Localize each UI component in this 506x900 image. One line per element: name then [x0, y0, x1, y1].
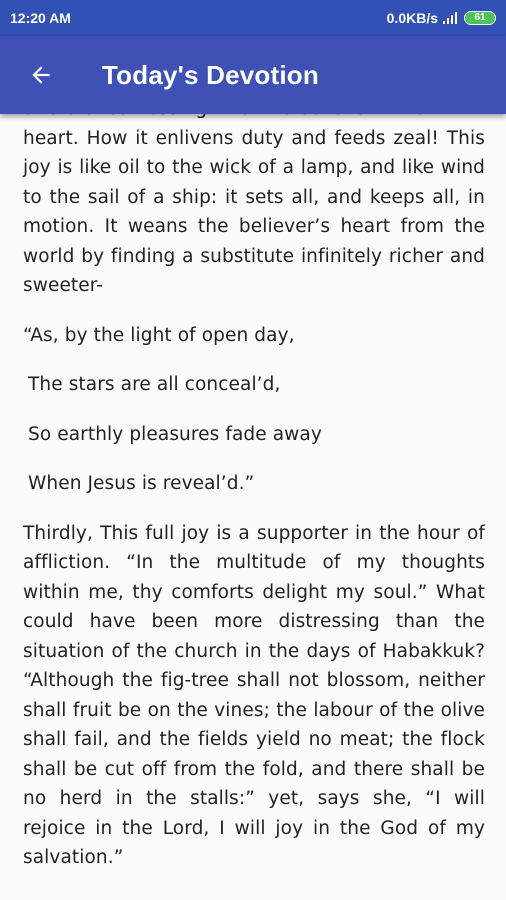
- page-title: Today's Devotion: [102, 59, 319, 90]
- app-bar: [0, 36, 506, 114]
- verse-line: So earthly pleasures fade away: [28, 423, 322, 445]
- back-button[interactable]: [24, 58, 58, 92]
- verse-line: The stars are all conceal’d,: [28, 374, 281, 395]
- battery-level: 61: [474, 12, 486, 23]
- arrow-back-icon: [28, 62, 54, 88]
- network-speed: 0.0KB/s: [386, 10, 438, 26]
- paragraph-2: Thirdly, This full joy is a supporter in the hour of affliction. “In the multitude of my thoughts within me, thy comforts delight my soul.” What could have been more distressing than the situation of the church in the days of Habakkuk? “Although the fig-tree shall not blossom, neither shall fruit be on the vines; the labour of the olive shall fail, and the fields yield no meat; the flock shall be cut off from the fold, and there shall be no herd in the stalls:” yet, says she, “I will rejoice in the Lord, I will joy in the God of my salvation.”: [23, 522, 485, 868]
- verse-line: “As, by the light of open day,: [23, 324, 295, 346]
- devotion-text: [23, 94, 485, 893]
- status-indicators: [387, 10, 496, 26]
- devotion-content[interactable]: [0, 114, 506, 900]
- signal-icon: [442, 11, 460, 25]
- paragraph-1: heart. How it enlivens duty and feeds zeal! This joy is like oil to the wick of a lamp, and like wind to the sail of a ship: it sets all, and keeps all, in motion. It weans the believer’s heart from the world by finding a substitute infinitely richer and sweeter-: [23, 127, 485, 296]
- verse-line: When Jesus is reveal’d.”: [28, 473, 255, 494]
- status-time: 12:20 AM: [10, 10, 71, 26]
- battery-icon: [464, 11, 496, 25]
- status-bar: [0, 0, 506, 36]
